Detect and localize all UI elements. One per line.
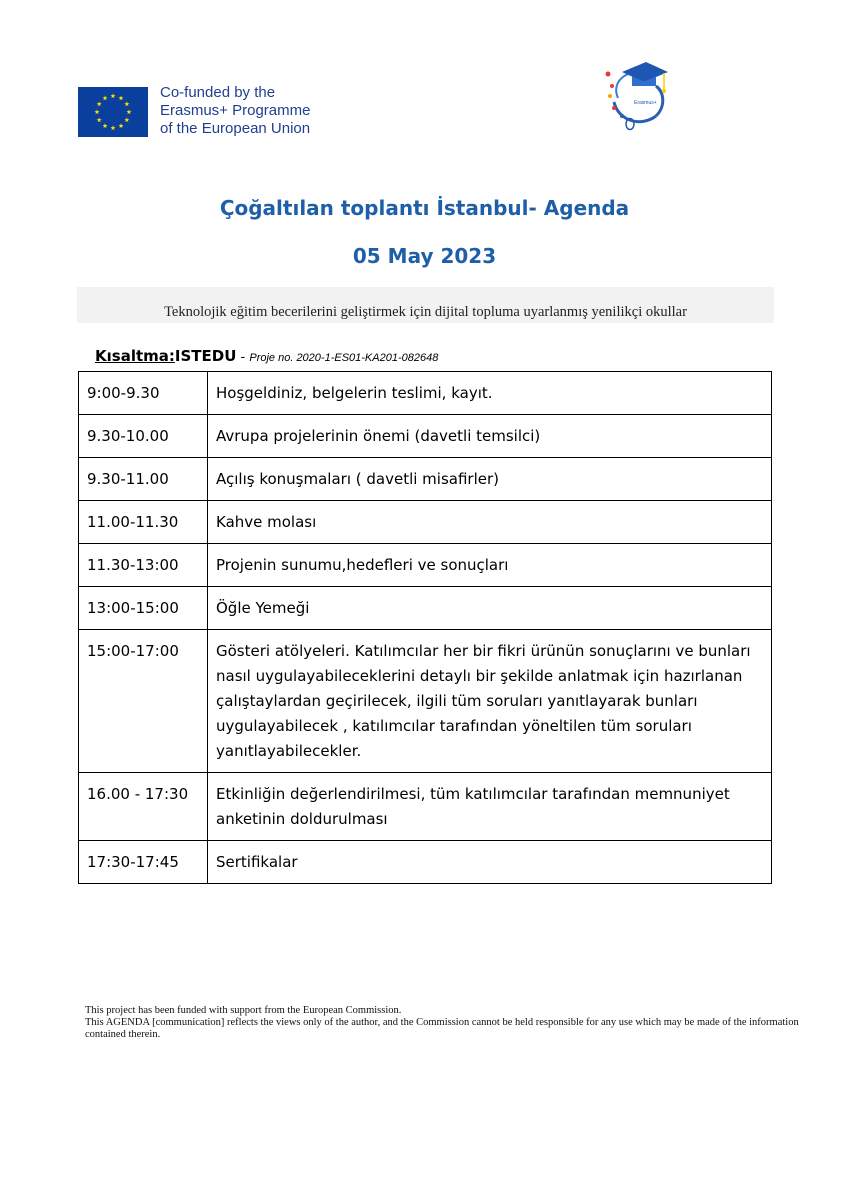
table-row	[79, 773, 772, 841]
agenda-activity: Sertifikalar	[208, 841, 772, 884]
graduation-cap-logo-icon	[600, 50, 672, 134]
eu-star-icon	[103, 123, 108, 128]
agenda-time: 11.00-11.30	[79, 501, 208, 544]
eu-stars-icon	[78, 87, 148, 137]
project-logo	[600, 50, 672, 134]
abbreviation-separator: -	[236, 350, 250, 365]
eu-line-2: Erasmus+ Programme	[160, 102, 311, 119]
agenda-time: 16.00 - 17:30	[79, 773, 208, 841]
eu-star-icon	[124, 117, 129, 122]
eu-star-icon	[124, 101, 129, 106]
table-row	[79, 587, 772, 630]
eu-star-icon	[95, 109, 100, 114]
abbreviation-label: Kısaltma:	[95, 347, 175, 365]
agenda-time: 17:30-17:45	[79, 841, 208, 884]
table-row	[79, 630, 772, 773]
eu-star-icon	[103, 96, 108, 101]
agenda-time: 9:00-9.30	[79, 372, 208, 415]
eu-star-icon	[119, 123, 124, 128]
agenda-time: 15:00-17:00	[79, 630, 208, 773]
table-row	[79, 841, 772, 884]
table-row	[79, 501, 772, 544]
project-subtitle: Teknolojik eğitim becerilerini geliştirmek için dijital topluma uyarlanmış yenilikçi okullar	[164, 304, 687, 320]
agenda-activity: Projenin sunumu,hedefleri ve sonuçları	[208, 544, 772, 587]
agenda-time: 13:00-15:00	[79, 587, 208, 630]
footer-line-1: This project has been funded with support from the European Commission.	[85, 1005, 402, 1016]
eu-star-icon	[111, 93, 116, 98]
agenda-time: 11.30-13:00	[79, 544, 208, 587]
footer-disclaimer	[85, 1005, 815, 1041]
eu-line-1: Co-funded by the	[160, 84, 276, 101]
eu-star-icon	[119, 96, 124, 101]
project-number: Proje no. 2020-1-ES01-KA201-082648	[249, 352, 439, 364]
eu-cofunded-text	[160, 84, 310, 138]
agenda-activity: Hoşgeldiniz, belgelerin teslimi, kayıt.	[208, 372, 772, 415]
page-date: 05 May 2023	[352, 244, 497, 268]
page-title: Çoğaltılan toplantı İstanbul- Agenda	[219, 196, 630, 220]
eu-star-icon	[127, 109, 132, 114]
table-row	[79, 415, 772, 458]
table-row	[79, 544, 772, 587]
eu-star-icon	[97, 101, 102, 106]
agenda-activity: Gösteri atölyeleri. Katılımcılar her bir fikri ürünün sonuçlarını ve bunları nasıl uygulayabileceklerini detaylı bir şekilde anlatmak için hazırlanan çalıştaylardan geçirilecek, ilgili tüm soruları yanıtlayarak bunları uygulayabilecek , katılımcılar tarafından yöneltilen tüm soruları yanıtlayabilecekler.	[208, 630, 772, 773]
agenda-activity: Açılış konuşmaları ( davetli misafirler)	[208, 458, 772, 501]
eu-star-icon	[97, 117, 102, 122]
abbreviation-row	[95, 346, 438, 365]
agenda-time: 9.30-11.00	[79, 458, 208, 501]
eu-line-3: of the European Union	[160, 120, 311, 137]
agenda-activity: Avrupa projelerinin önemi (davetli temsilci)	[208, 415, 772, 458]
table-row	[79, 372, 772, 415]
eu-flag-logo	[78, 87, 148, 137]
agenda-table	[78, 371, 772, 884]
agenda-activity: Öğle Yemeği	[208, 587, 772, 630]
eu-star-icon	[111, 125, 116, 130]
abbreviation-value: ISTEDU	[174, 347, 237, 365]
table-row	[79, 458, 772, 501]
agenda-time: 9.30-10.00	[79, 415, 208, 458]
footer-line-2: This AGENDA [communication] reflects the views only of the author, and the Commission cannot be held responsible for any use which may be made of the information contained therein.	[85, 1017, 799, 1040]
agenda-activity: Kahve molası	[208, 501, 772, 544]
agenda-activity: Etkinliğin değerlendirilmesi, tüm katılımcılar tarafından memnuniyet anketinin doldurulması	[208, 773, 772, 841]
logo-erasmus-text: Erasmus+	[634, 100, 657, 106]
